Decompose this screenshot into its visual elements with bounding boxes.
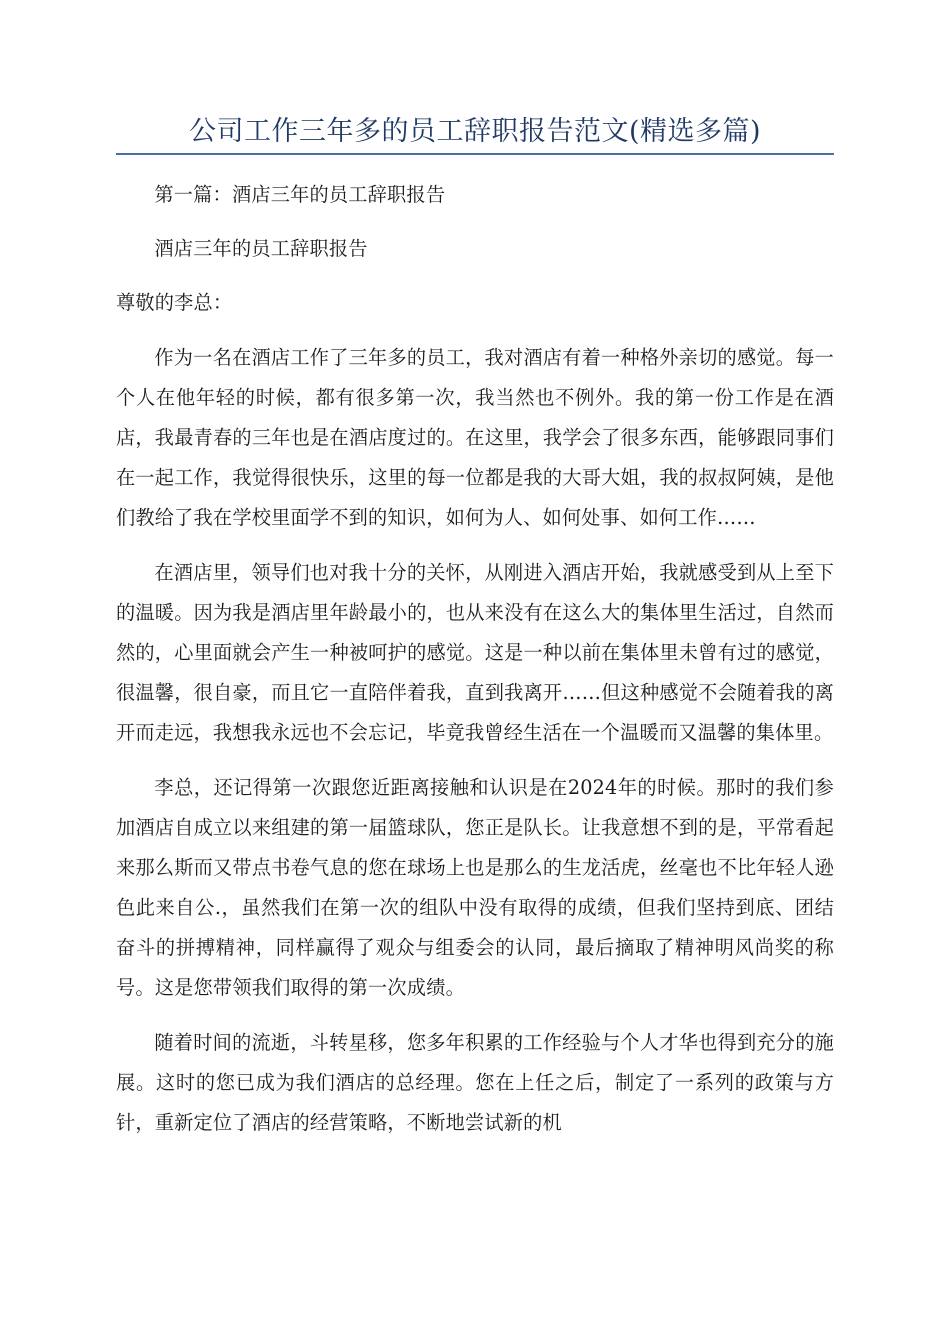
salutation: 尊敬的李总：: [116, 291, 233, 314]
body-paragraph-2: 在酒店里，领导们也对我十分的关怀，从刚进入酒店开始，我就感受到从上至下的温暖。因为我是酒店里年龄最小的，也从来没有在这么大的集体里生活过，自然而然的，心里面就会产生一种被呵护的感觉。这是一种以前在集体里未曾有过的感觉，很温馨，很自豪，而且它一直陪伴着我，直到我离开……但这种感觉不会随着我的离开而走远，我想我永远也不会忘记，毕竟我曾经生活在一个温暖而又温馨的集体里。: [116, 561, 834, 744]
section-heading: 第一篇：酒店三年的员工辞职报告: [154, 183, 446, 206]
body-paragraph-1: 作为一名在酒店工作了三年多的员工，我对酒店有着一种格外亲切的感觉。每一个人在他年轻的时候，都有很多第一次，我当然也不例外。我的第一份工作是在酒店，我最青春的三年也是在酒店度过的。在这里，我学会了很多东西，能够跟同事们在一起工作，我觉得很快乐，这里的每一位都是我的大哥大姐，我的叔叔阿姨，是他们教给了我在学校里面学不到的知识，如何为人、如何处事、如何工作……: [116, 346, 834, 529]
report-subtitle: 酒店三年的员工辞职报告: [154, 237, 368, 260]
document-title: 公司工作三年多的员工辞职报告范文(精选多篇): [188, 116, 762, 147]
title-underline: [116, 153, 834, 155]
body-paragraph-3: 李总，还记得第一次跟您近距离接触和认识是在2024年的时候。那时的我们参加酒店自成立以来组建的第一届篮球队，您正是队长。让我意想不到的是，平常看起来那么斯而又带点书卷气息的您在球场上也是那么的生龙活虎，丝毫也不比年轻人逊色此来自公.，虽然我们在第一次的组队中没有取得的成绩，但我们坚持到底、团结奋斗的拼搏精神，同样赢得了观众与组委会的认同，最后摘取了精神明风尚奖的称号。这是您带领我们取得的第一次成绩。: [116, 776, 834, 999]
document-body: [116, 175, 834, 1143]
body-paragraph-4: 随着时间的流逝，斗转星移，您多年积累的工作经验与个人才华也得到充分的施展。这时的您已成为我们酒店的总经理。您在上任之后，制定了一系列的政策与方针，重新定位了酒店的经营策略，不断地尝试新的机: [116, 1031, 834, 1134]
